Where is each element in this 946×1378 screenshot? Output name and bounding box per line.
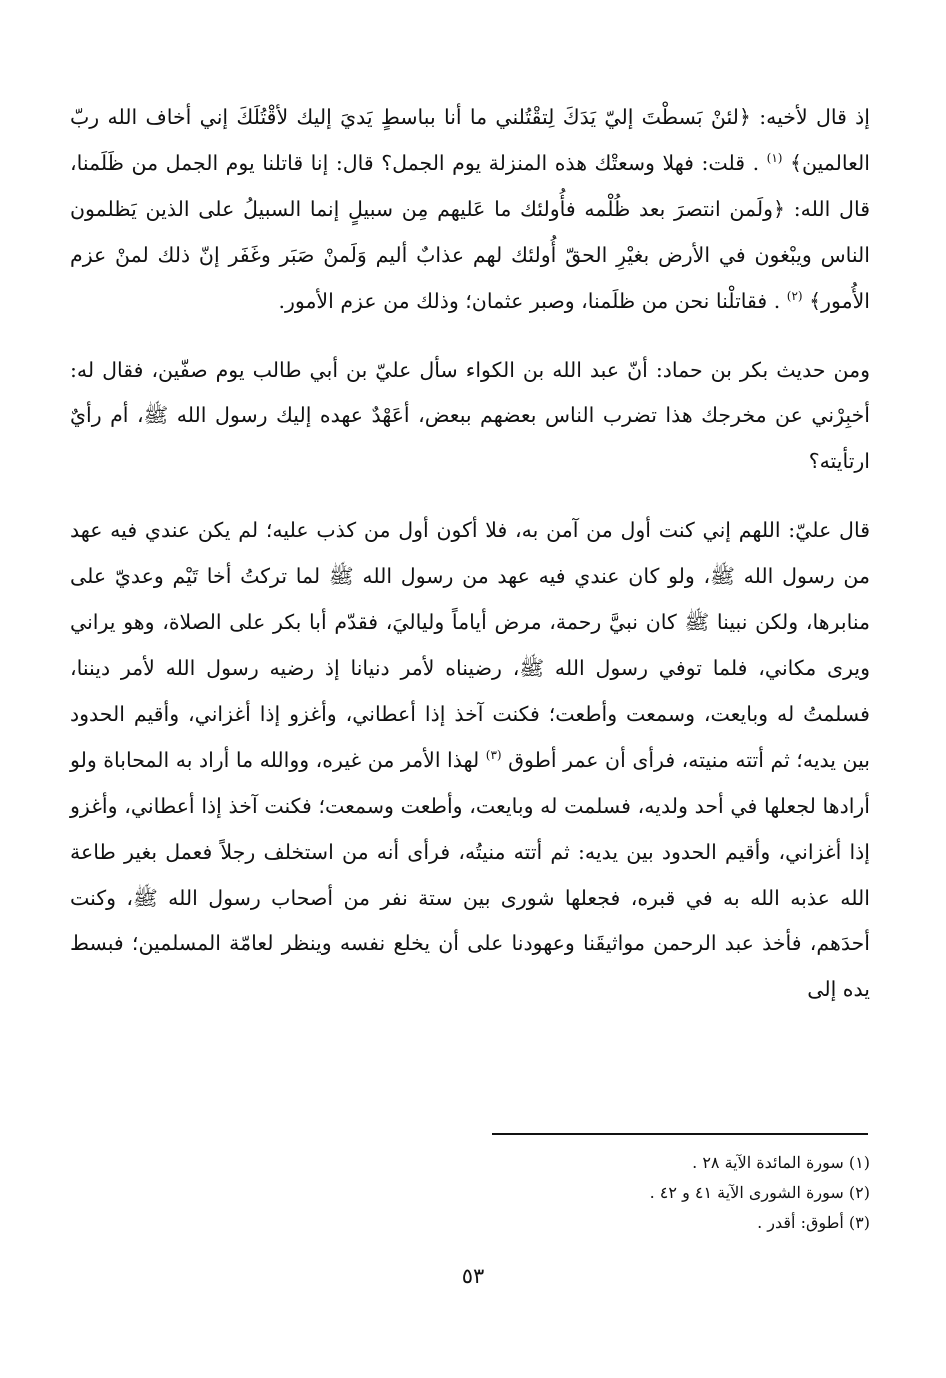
footnote-divider (492, 1133, 868, 1135)
paragraph-2 (70, 348, 870, 486)
paragraph-1-ending: . فقاتلْنا نحن من ظلَمنا، وصبر عثمان؛ وذلك من عزم الأمور. (278, 288, 781, 313)
page-number: ٥٣ (461, 1264, 485, 1288)
paragraph-3-text: قال عليّ: اللهم إني كنت أول من آمن به، فلا أكون أول من كذب عليه؛ لم يكن عندي فيه عهد من رسول الله ﷺ، ولو كان عندي فيه عهد من رسول الله ﷺ لما تركتُ أخا تَيْم وعديّ على منابرها، ولكن نبينا ﷺ كان نبيَّ رحمة، مرض أياماً ولياليَ، فقدّم أبا بكر على الصلاة، وهو يراني ويرى مكاني، فلما توفي رسول الله ﷺ، رضيناه لأمر دنيانا إذ رضيه رسول الله لأمر ديننا، فسلمتُ له وبايعت، وسمعت وأطعت؛ فكنت آخذ إذا أعطاني، وأغزو إذا أغزاني، وأقيم الحدود بين يديه؛ ثم أتته منيته، فرأى أن عمر أطوق (70, 518, 870, 772)
footnotes (470, 1148, 870, 1238)
footnote-ref-1: (١) (766, 151, 783, 166)
paragraph-2-text: ومن حديث بكر بن حماد: أنّ عبد الله بن الكواء سأل عليّ بن أبي طالب يوم صفّين، فقال له: أخبِرْني عن مخرجك هذا تضرب الناس بعضهم ببعض، أعَهْدٌ عهده إليك رسول الله ﷺ، أم رأيٌ ارتأيته؟ (70, 357, 870, 474)
footnote-ref-2: (٢) (786, 288, 803, 303)
paragraph-1 (70, 95, 870, 325)
paragraph-3 (70, 508, 870, 1013)
paragraph-1-text: إذ قال لأخيه: ﴿لئنْ بَسطْتَ إليّ يَدَكَ لِتقْتُلني ما أنا بباسطٍ يَديَ إليك لأقْتُلَكَ إني أخاف الله ربّ العالمين﴾ (70, 105, 870, 175)
paragraph-1-continuation: . قلت: فهلا وسعتْك هذه المنزلة يوم الجمل؟ قال: إنا قاتلنا يوم الجمل من ظَلَمنا، قال الله: ﴿ولَمن انتصرَ بعد ظُلْمه فأُولئك ما عَليهم مِن سبيلٍ إنما السبيلُ على الذين يَظلمون الناس ويبْغون في الأرض بغيْرِ الحقّ أُولئك لهم عذابٌ أليم وَلَمنْ صَبَر وغَفَر إنّ ذلك لمنْ عزم الأُمور﴾ (70, 150, 870, 313)
footnote-3: (٣) أطوق: أقدر . (757, 1213, 870, 1232)
paragraph-3-continuation: لهذا الأمر من غيره، ووالله ما أراد به المحاباة ولو أرادها لجعلها في أحد ولديه، فسلمت له وبايعت، وأطعت وسمعت؛ فكنت آخذ إذا أعطاني، وأغزو إذا أغزاني، وأقيم الحدود بين يديه: ثم أتته منيتُه، فرأى أنه من استخلف رجلاً فعمل بغير طاعة الله عذبه الله به في قبره، فجعلها شورى بين ستة نفر من أصحاب رسول الله ﷺ، وكنت أحدَهم، فأخذ عبد الرحمن مواثيقَنا وعهودنا على أن يخلع نفسه وينظر لعامّة المسلمين؛ فبسط يده إلى (70, 747, 870, 1002)
main-text (70, 95, 870, 1013)
footnote-2: (٢) سورة الشورى الآية ٤١ و ٤٢ . (649, 1183, 870, 1202)
footnote-1: (١) سورة المائدة الآية ٢٨ . (692, 1153, 870, 1172)
footnote-ref-3: (٣) (485, 747, 502, 762)
